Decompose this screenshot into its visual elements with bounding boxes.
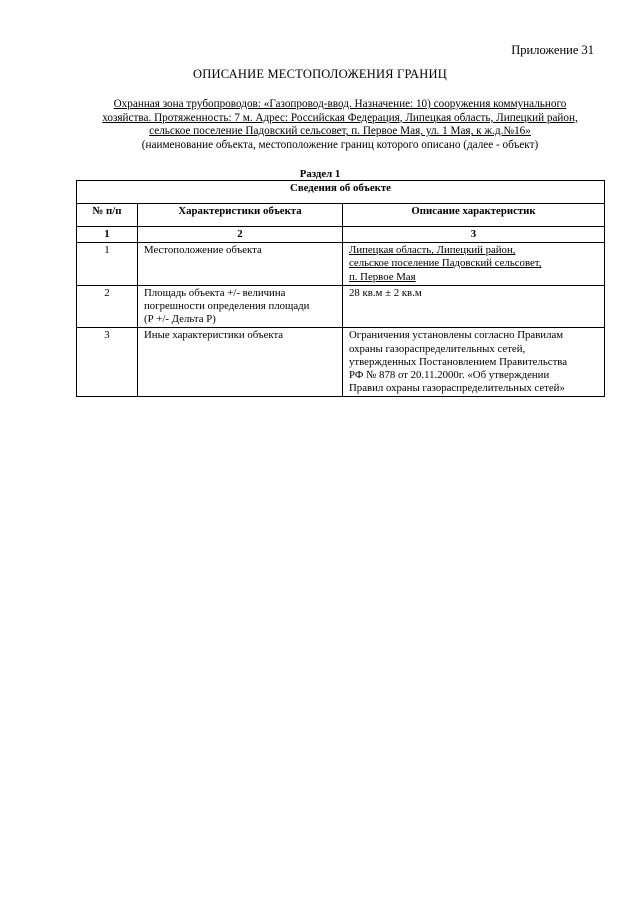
description-line: п. Первое Мая — [349, 270, 416, 283]
appendix-label: Приложение 31 — [511, 43, 594, 57]
document-title: ОПИСАНИЕ МЕСТОПОЛОЖЕНИЯ ГРАНИЦ — [193, 67, 447, 81]
object-name-line: хозяйства. Протяженность: 7 м. Адрес: Российская Федерация, Липецкая область, Липецкий район, — [102, 111, 578, 124]
table-row — [77, 243, 605, 286]
object-name-block — [90, 98, 590, 152]
object-name-line: Охранная зона трубопроводов: «Газопровод-ввод. Назначение: 10) сооружения коммунального — [113, 98, 567, 110]
description-line: утвержденных Постановлением Правительства — [349, 355, 568, 368]
table-caption: Сведения об объекте — [77, 181, 605, 204]
object-info-table — [76, 180, 605, 397]
object-name-line: сельское поселение Падовский сельсовет, п. Первое Мая, ул. 1 Мая, к ж.д.№16» — [149, 125, 531, 138]
characteristic-line: Иные характеристики объекта — [144, 329, 284, 342]
column-number-row — [77, 227, 605, 243]
table-row — [77, 285, 605, 328]
description-line: Правил охраны газораспределительных сетей» — [349, 382, 565, 395]
characteristic-line: погрешности определения площади — [144, 300, 310, 313]
section-title: Раздел 1 — [299, 168, 341, 180]
row-number: 3 — [77, 328, 138, 397]
description-line: 28 кв.м ± 2 кв.м — [349, 286, 422, 299]
description-line: Ограничения установлены согласно Правилам — [349, 329, 564, 342]
characteristic-line: Площадь объекта +/- величина — [144, 286, 286, 299]
table-header-row — [77, 204, 605, 227]
row-characteristic — [138, 243, 343, 286]
header-num: № п/п — [77, 204, 138, 227]
header-characteristics: Характеристики объекта — [138, 204, 343, 227]
object-name-note: (наименование объекта, местоположение границ которого описано (далее - объект) — [141, 138, 539, 151]
description-line: сельское поселение Падовский сельсовет, — [349, 257, 542, 270]
characteristic-line: Местоположение объекта — [144, 244, 262, 257]
row-number: 1 — [77, 243, 138, 286]
row-description — [343, 243, 605, 286]
column-number: 2 — [138, 227, 343, 243]
row-number: 2 — [77, 285, 138, 328]
row-characteristic — [138, 285, 343, 328]
row-description — [343, 285, 605, 328]
description-line: Липецкая область, Липецкий район, — [349, 244, 516, 257]
column-number: 1 — [77, 227, 138, 243]
description-line: РФ № 878 от 20.11.2000г. «Об утверждении — [349, 369, 550, 382]
header-description: Описание характеристик — [343, 204, 605, 227]
row-description — [343, 328, 605, 397]
characteristic-line: (Р +/- Дельта Р) — [144, 313, 216, 326]
table-caption-row — [77, 181, 605, 204]
row-characteristic — [138, 328, 343, 397]
description-line: охраны газораспределительных сетей, — [349, 342, 526, 355]
column-number: 3 — [343, 227, 605, 243]
table-row — [77, 328, 605, 397]
